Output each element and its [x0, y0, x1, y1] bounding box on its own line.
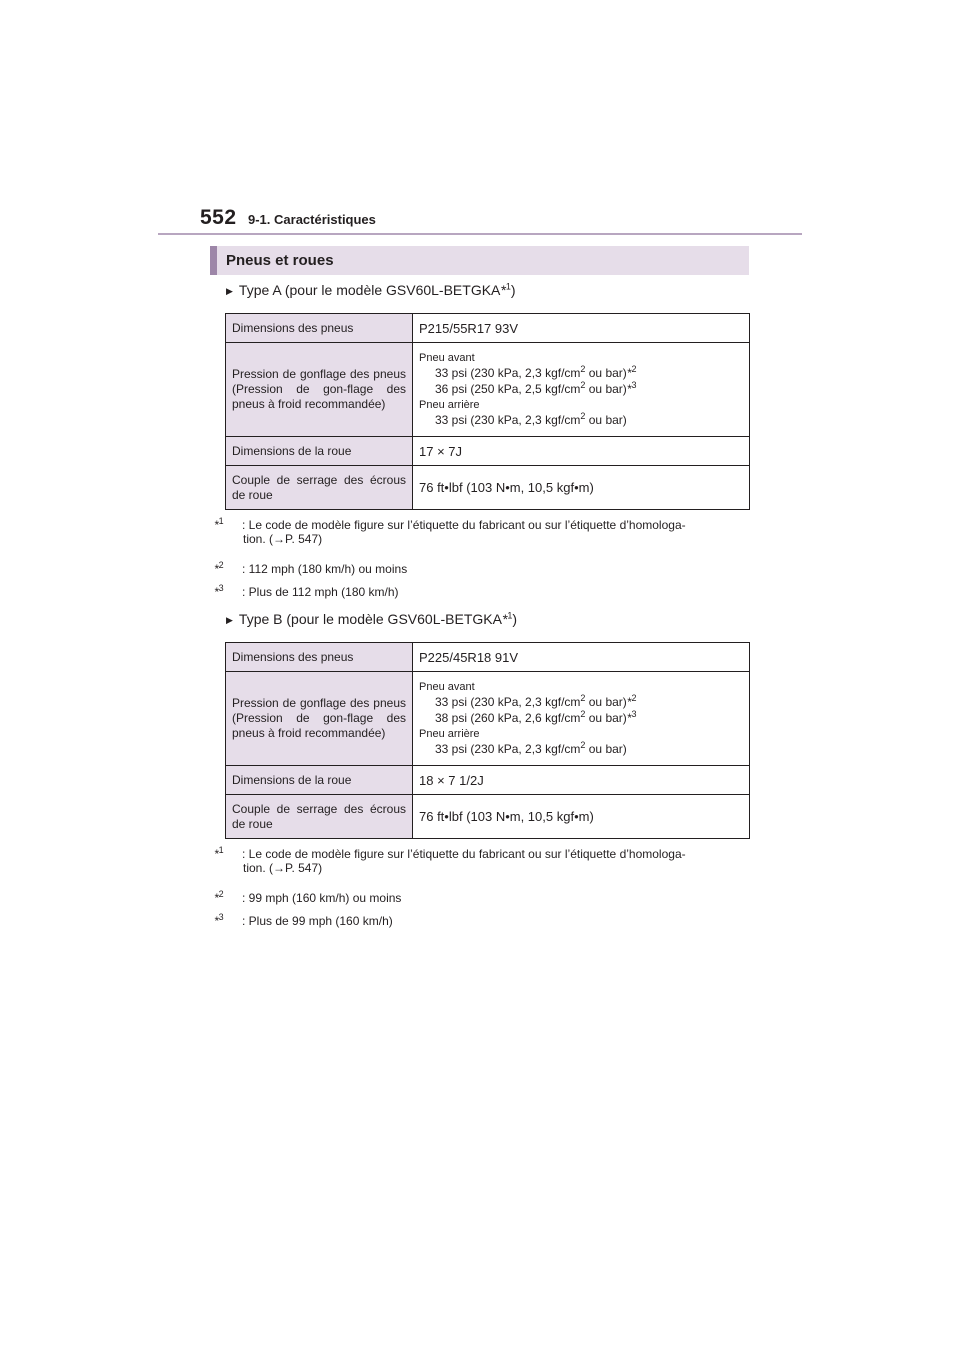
pressure-label: Pression de gonflage des pneus (Pression de gon-flage des pneus à froid recommandée) [226, 343, 413, 437]
table-row [226, 766, 750, 795]
type-b-spec-table [225, 642, 750, 839]
section-accent-bar [210, 246, 217, 275]
wheel-size-label: Dimensions de la roue [226, 766, 413, 795]
footnote-2: *$^2$ : 112 mph (180 km/h) ou moins [214, 560, 408, 576]
table-row [226, 795, 750, 839]
wheel-size-value: 17 × 7J [413, 437, 750, 466]
table-row [226, 343, 750, 437]
table-row [226, 437, 750, 466]
table-row [226, 643, 750, 672]
section-header [210, 246, 749, 275]
chapter-title: 9-1. Caractéristiques [248, 212, 376, 227]
type-b-heading: ▶ Type B (pour le modèle GSV60L-BETGKA*$^1$) [226, 610, 518, 627]
type-a-heading: ▶ Type A (pour le modèle GSV60L-BETGKA*$^1$) [226, 281, 516, 298]
tire-size-label: Dimensions des pneus [226, 314, 413, 343]
type-a-spec-table [225, 313, 750, 510]
triangle-bullet-icon: ▶ [226, 615, 233, 625]
torque-label: Couple de serrage des écrous de roue [226, 795, 413, 839]
tire-size-label: Dimensions des pneus [226, 643, 413, 672]
footnote-2: *$^2$ : 99 mph (160 km/h) ou moins [214, 889, 402, 905]
triangle-bullet-icon: ▶ [226, 286, 233, 296]
page-number: 552 [200, 206, 237, 229]
torque-value: 76 ft•lbf (103 N•m, 10,5 kgf•m) [413, 466, 750, 510]
pressure-value: Pneu avant 33 psi (230 kPa, 2,3 kgf/$cm^2$ ou bar)*$^2$ 36 psi (250 kPa, 2,5 kgf/$cm^2$ ou bar)*$^3$ Pneu arrière 33 psi (230 kPa, 2,3 kgf/$cm^2$ ou bar) [413, 343, 750, 437]
tire-size-value: P215/55R17 93V [413, 314, 750, 343]
section-title: Pneus et roues [226, 252, 334, 269]
footnote-1: *$^1$ : Le code de modèle figure sur l’étiquette du fabricant ou sur l’étiquette d’homologa- tion. (→P. 547) [214, 516, 686, 546]
table-row [226, 466, 750, 510]
footnote-3: *$^3$ : Plus de 112 mph (180 km/h) [214, 583, 399, 599]
torque-value: 76 ft•lbf (103 N•m, 10,5 kgf•m) [413, 795, 750, 839]
wheel-size-value: 18 × 7 1/2J [413, 766, 750, 795]
torque-label: Couple de serrage des écrous de roue [226, 466, 413, 510]
table-row [226, 314, 750, 343]
wheel-size-label: Dimensions de la roue [226, 437, 413, 466]
pressure-value: Pneu avant 33 psi (230 kPa, 2,3 kgf/$cm^2$ ou bar)*$^2$ 38 psi (260 kPa, 2,6 kgf/$cm^2$ ou bar)*$^3$ Pneu arrière 33 psi (230 kPa, 2,3 kgf/$cm^2$ ou bar) [413, 672, 750, 766]
footnote-1: *$^1$ : Le code de modèle figure sur l’étiquette du fabricant ou sur l’étiquette d’homologa- tion. (→P. 547) [214, 845, 686, 875]
pressure-label: Pression de gonflage des pneus (Pression de gon-flage des pneus à froid recommandée) [226, 672, 413, 766]
table-row [226, 672, 750, 766]
tire-size-value: P225/45R18 91V [413, 643, 750, 672]
header-rule [158, 233, 802, 235]
footnote-3: *$^3$ : Plus de 99 mph (160 km/h) [214, 912, 393, 928]
